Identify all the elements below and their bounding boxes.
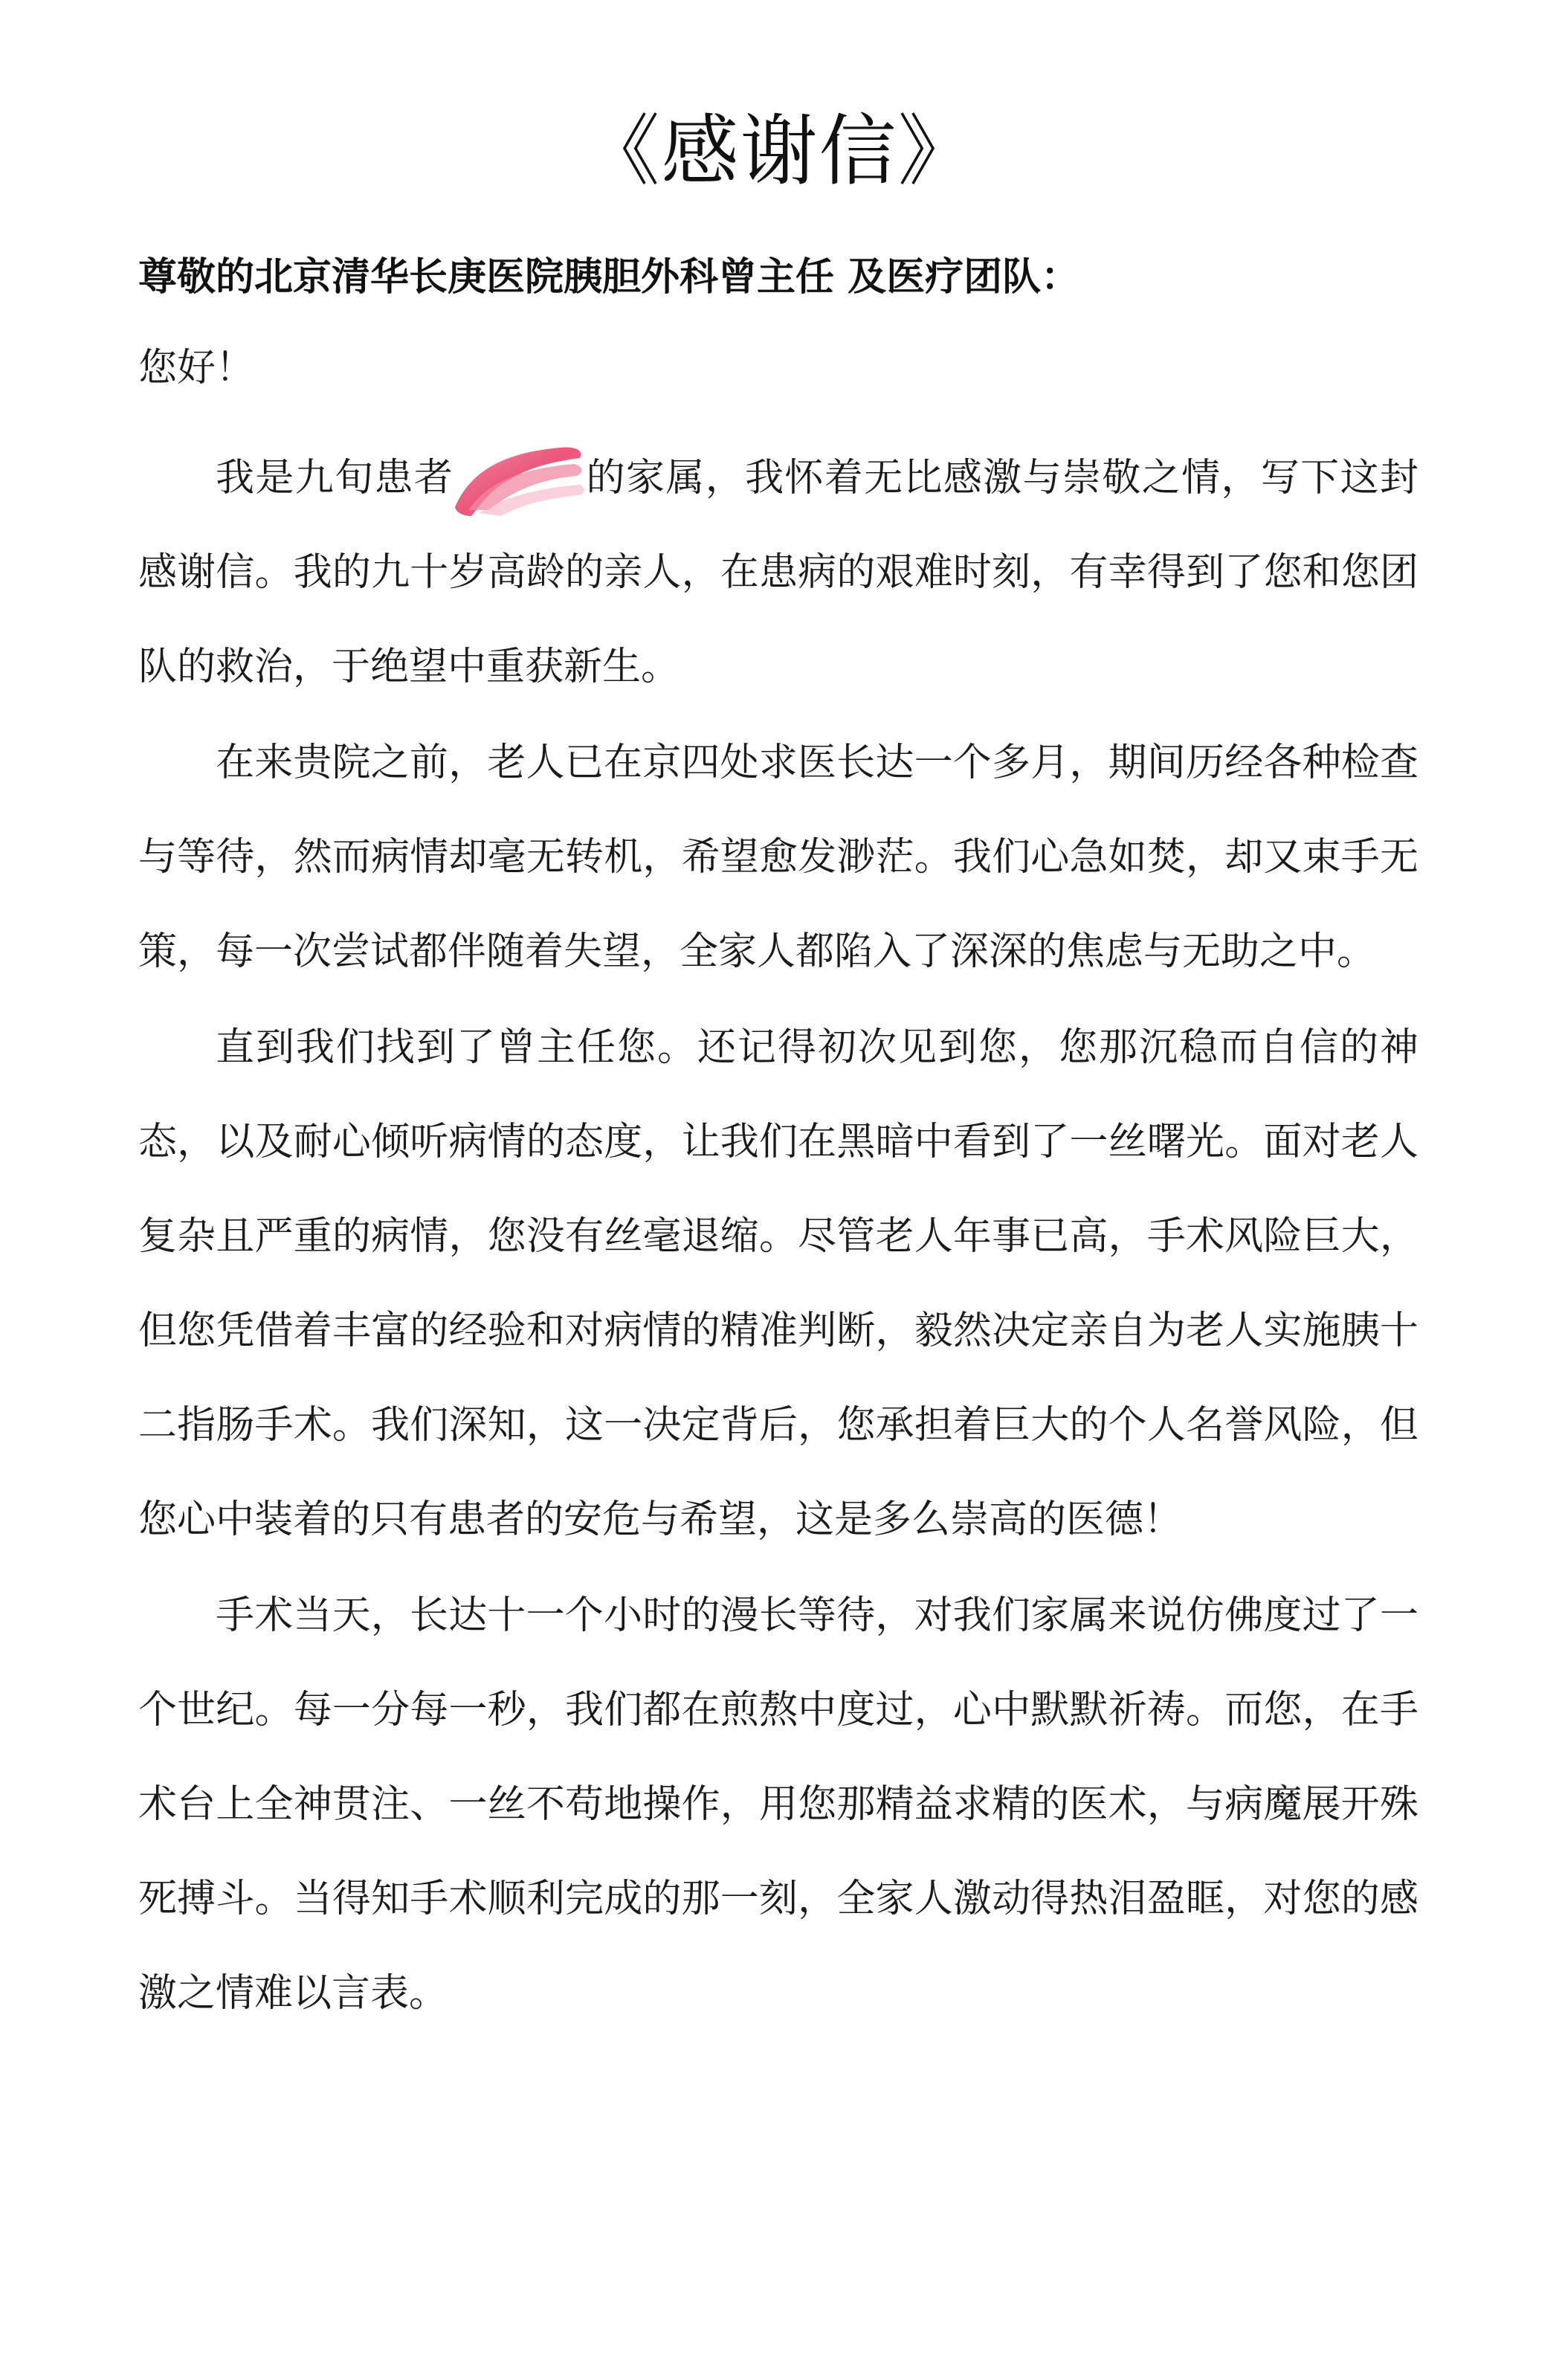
paragraph-meeting-doctor: 直到我们找到了曾主任您。还记得初次见到您，您那沉稳而自信的神态，以及耐心倾听病情的态度，让我们在黑暗中看到了一丝曙光。面对老人复杂且严重的病情，您没有丝毫退缩。尽管老人年事已高，手术风险巨大，但您凭借着丰富的经验和对病情的精准判断，毅然决定亲自为老人实施胰十二指肠手术。我们深知，这一决定背后，您承担着巨大的个人名誉风险，但您心中装着的只有患者的安危与希望，这是多么崇高的医德！ — [138, 1025, 1418, 1542]
paragraph-introduction — [138, 431, 1418, 715]
paragraph-introduction-start: 我是九旬患者 — [216, 456, 454, 500]
paragraph-surgery-day: 手术当天，长达十一个小时的漫长等待，对我们家属来说仿佛度过了一个世纪。每一分每一秒，我们都在煎熬中度过，心中默默祈祷。而您，在手术台上全神贯注、一丝不苟地操作，用您那精益求精的医术，与病魔展开殊死搏斗。当得知手术顺利完成的那一刻，全家人激动得热泪盈眶，对您的感激之情难以言表。 — [138, 1593, 1418, 2016]
letter-greeting: 您好！ — [138, 346, 255, 390]
paragraph-before-admission: 在来贵院之前，老人已在京四处求医长达一个多月，期间历经各种检查与等待，然而病情却毫无转机，希望愈发渺茫。我们心急如焚，却又束手无策，每一次尝试都伴随着失望，全家人都陷入了深深的焦虑与无助之中。 — [138, 741, 1418, 974]
paragraph-introduction-rest: 的家属，我怀着无比感激与崇敬之情，写下这封感谢信。我的九十岁高龄的亲人，在患病的艰难时刻，有幸得到了您和您团队的救治，于绝望中重获新生。 — [138, 456, 1418, 689]
redaction-scribble-icon — [449, 439, 590, 520]
letter-salutation: 尊敬的北京清华长庚医院胰胆外科曾主任 及医疗团队： — [138, 255, 1080, 300]
letter-title: 《感谢信》 — [582, 106, 977, 196]
redacted-patient-name — [454, 458, 585, 503]
letter-body — [138, 431, 1418, 2042]
